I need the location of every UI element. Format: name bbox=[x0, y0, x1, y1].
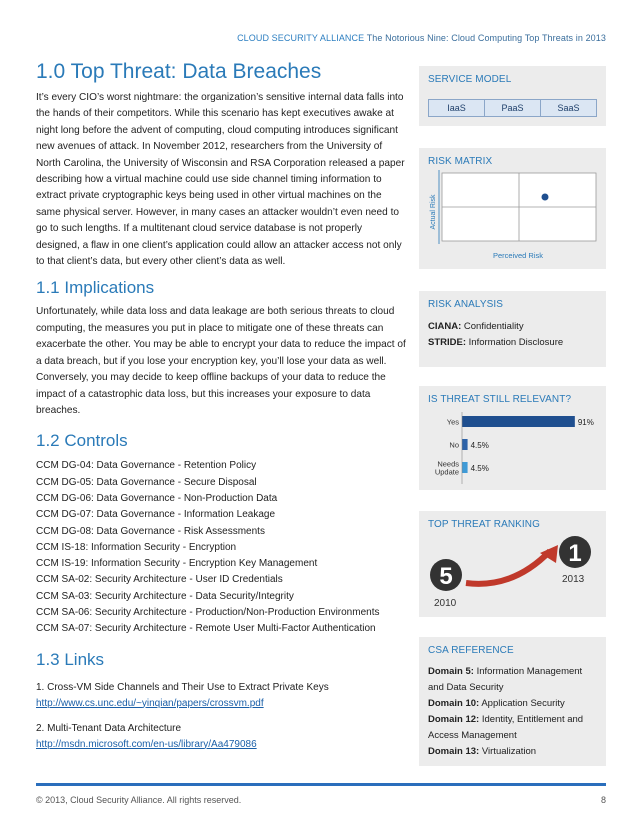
old-rank-year: 2010 bbox=[434, 598, 457, 609]
ranking-box bbox=[419, 511, 606, 617]
bar-category-label: Needs bbox=[437, 459, 459, 469]
csa-reference-list bbox=[428, 664, 597, 760]
link-url[interactable]: http://www.cs.unc.edu/~yinqian/papers/crossvm.pdf bbox=[36, 697, 264, 709]
control-item: CCM SA-03: Security Architecture - Data Security/Integrity bbox=[36, 590, 294, 602]
domain-value: Identity, Entitlement and Access Management bbox=[428, 714, 584, 741]
domain-label: Domain 10: bbox=[428, 698, 480, 709]
control-item: CCM SA-07: Security Architecture - Remote User Multi-Factor Authentication bbox=[36, 623, 376, 635]
control-item: CCM IS-19: Information Security - Encryption Key Management bbox=[36, 558, 318, 570]
stride-line bbox=[428, 335, 597, 351]
risk-matrix-y-label: Actual Risk bbox=[430, 194, 437, 230]
service-model-box bbox=[419, 66, 606, 126]
main-column bbox=[36, 60, 408, 753]
bar-value-label: 4.5% bbox=[470, 464, 489, 473]
relevance-box bbox=[419, 386, 606, 490]
ranking-graphic bbox=[428, 531, 597, 616]
domain-value: Application Security bbox=[481, 698, 565, 709]
intro-paragraph: It’s every CIO’s worst nightmare: the organization’s sensitive internal data falls into the hands of their competitors. While this scenario has kept executives awake at night long before the advent of computing, cloud computing introduces significant new avenues of attack. In November 2012, researchers from the University of North Carolina, the University of Wisconsin and RSA Corporation released a paper describing how a virtual machine could use side channel timing information to extract private cryptographic keys being used in other virtual machines on the same physical server. However, in many cases an attacker wouldn’t even need to go to such lengths. If a multitenant cloud service database is not properly designed, a flaw in one client’s application could allow an attacker access not only to that client’s data, but every other client’s data as well. bbox=[36, 92, 405, 268]
control-item: CCM SA-06: Security Architecture - Production/Non-Production Environments bbox=[36, 606, 380, 618]
running-header bbox=[237, 33, 606, 43]
ciana-value: Confidentiality bbox=[463, 321, 524, 332]
link-url[interactable]: http://msdn.microsoft.com/en-us/library/Aa479086 bbox=[36, 738, 257, 750]
risk-analysis-box bbox=[419, 291, 606, 367]
links-heading: 1.3 Links bbox=[36, 649, 105, 669]
implications-heading: 1.1 Implications bbox=[36, 278, 155, 298]
risk-matrix-title: RISK MATRIX bbox=[428, 156, 493, 167]
header-org: CLOUD SECURITY ALLIANCE bbox=[237, 33, 365, 43]
bar-category-label: Update bbox=[434, 467, 459, 477]
service-saas: SaaS bbox=[541, 100, 596, 116]
csa-reference-item bbox=[428, 712, 597, 744]
risk-analysis-title: RISK ANALYSIS bbox=[428, 299, 504, 310]
old-rank-number: 5 bbox=[439, 563, 453, 590]
links-list bbox=[36, 680, 408, 753]
service-iaas: IaaS bbox=[429, 100, 485, 116]
bar-needs-update bbox=[462, 462, 468, 473]
controls-heading: 1.2 Controls bbox=[36, 431, 128, 451]
control-item: CCM DG-04: Data Governance - Retention Policy bbox=[36, 460, 257, 472]
page-title: 1.0 Top Threat: Data Breaches bbox=[36, 60, 322, 83]
stride-label: STRIDE: bbox=[428, 337, 466, 348]
risk-matrix-box bbox=[419, 148, 606, 269]
footer-rule bbox=[36, 783, 606, 786]
risk-matrix-x-label: Perceived Risk bbox=[492, 251, 544, 260]
ranking-title: TOP THREAT RANKING bbox=[428, 519, 541, 530]
controls-list bbox=[36, 458, 408, 637]
control-item: CCM DG-06: Data Governance - Non-Production Data bbox=[36, 492, 278, 504]
relevance-title: IS THREAT STILL RELEVANT? bbox=[428, 394, 572, 405]
service-model-segments bbox=[428, 99, 597, 117]
service-model-title: SERVICE MODEL bbox=[428, 74, 512, 85]
domain-value: Information Management and Data Security bbox=[428, 666, 583, 693]
implications-paragraph: Unfortunately, while data loss and data leakage are both serious threats to cloud computing, the measures you put in place to mitigate one of these threats can exacerbate the other. You may be able to encrypt your data to reduce the impact of a data breach, but if you lose your encryption key, you’ll lose your data as well. Conversely, you may decide to keep offline backups of your data to reduce the impact of a catastrophic data loss, but this increases your exposure to data breaches. bbox=[36, 306, 406, 416]
control-item: CCM IS-18: Information Security - Encryption bbox=[36, 541, 237, 553]
bar-category-label: No bbox=[449, 440, 459, 450]
domain-value: Virtualization bbox=[481, 746, 537, 757]
domain-label: Domain 12: bbox=[428, 714, 480, 725]
csa-reference-item bbox=[428, 744, 597, 760]
domain-label: Domain 13: bbox=[428, 746, 480, 757]
rank-change-arrow bbox=[466, 551, 550, 584]
control-item: CCM DG-05: Data Governance - Secure Disposal bbox=[36, 476, 257, 488]
bar-yes bbox=[462, 416, 575, 427]
bar-no bbox=[462, 439, 468, 450]
stride-value: Information Disclosure bbox=[468, 337, 564, 348]
footer-copyright: © 2013, Cloud Security Alliance. All rights reserved. bbox=[36, 795, 242, 805]
ciana-line bbox=[428, 319, 597, 335]
bar-value-label: 4.5% bbox=[470, 441, 489, 450]
csa-reference-item bbox=[428, 664, 597, 696]
csa-reference-item bbox=[428, 696, 597, 712]
control-item: CCM DG-08: Data Governance - Risk Assessments bbox=[36, 525, 265, 537]
bar-category-label: Yes bbox=[446, 417, 459, 427]
service-paas: PaaS bbox=[485, 100, 541, 116]
control-item: CCM DG-07: Data Governance - Information Leakage bbox=[36, 509, 275, 521]
new-rank-year: 2013 bbox=[562, 574, 585, 585]
link-title: 2. Multi-Tenant Data Architecture bbox=[36, 722, 182, 734]
bar-value-label: 91% bbox=[577, 418, 594, 427]
page-number: 8 bbox=[600, 795, 606, 805]
risk-matrix-chart bbox=[428, 170, 597, 262]
control-item: CCM SA-02: Security Architecture - User ID Credentials bbox=[36, 574, 283, 586]
link-title: 1. Cross-VM Side Channels and Their Use to Extract Private Keys bbox=[36, 681, 329, 693]
domain-label: Domain 5: bbox=[428, 666, 474, 677]
csa-reference-title: CSA REFERENCE bbox=[428, 645, 514, 656]
new-rank-number: 1 bbox=[568, 540, 582, 567]
header-doc-title: The Notorious Nine: Cloud Computing Top Threats in 2013 bbox=[366, 33, 606, 43]
risk-matrix-marker bbox=[542, 194, 549, 201]
csa-reference-box bbox=[419, 637, 606, 766]
ciana-label: CIANA: bbox=[428, 321, 462, 332]
relevance-chart bbox=[428, 412, 597, 487]
